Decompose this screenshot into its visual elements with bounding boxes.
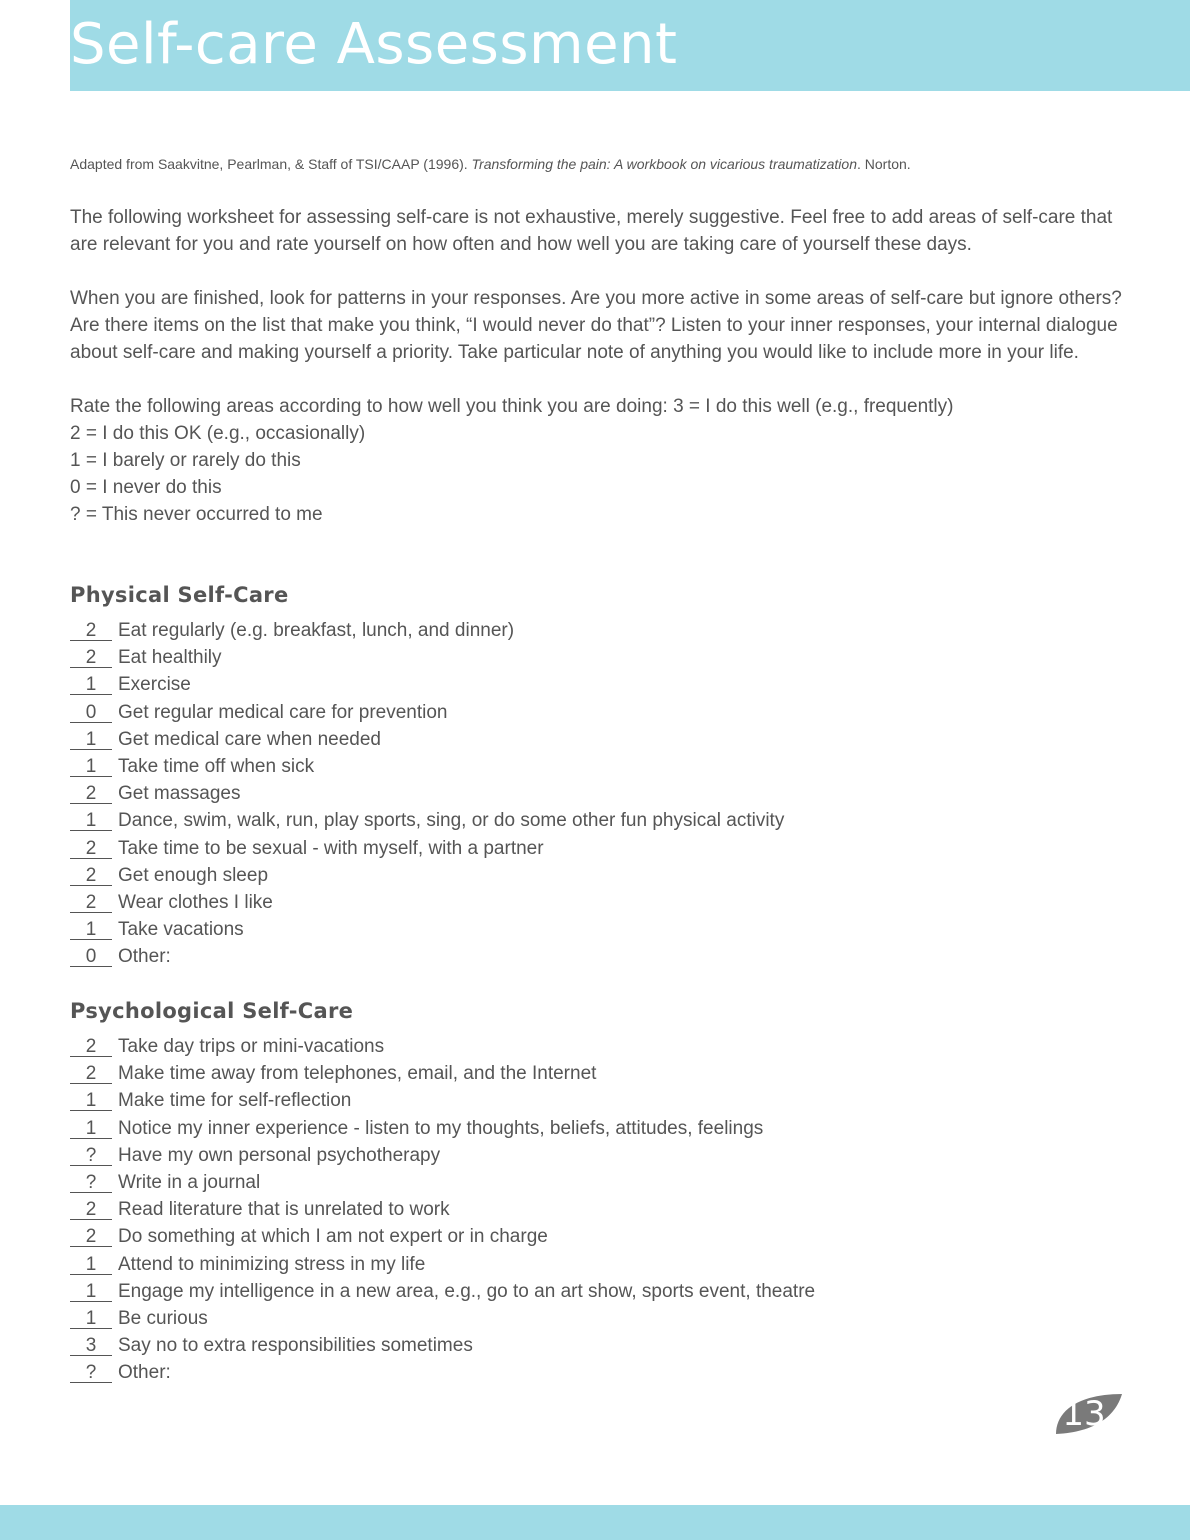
citation-prefix: Adapted from Saakvitne, Pearlman, & Staff of TSI/CAAP (1996).	[70, 156, 472, 172]
rating-blank[interactable]: 1	[70, 1310, 112, 1329]
rating-blank[interactable]: 2	[70, 1228, 112, 1247]
rating-blank[interactable]: 1	[70, 921, 112, 940]
rating-blank[interactable]: 2	[70, 1038, 112, 1057]
item-text: Other:	[118, 946, 171, 968]
rating-blank[interactable]: ?	[70, 1364, 112, 1383]
rating-blank[interactable]: 2	[70, 1201, 112, 1220]
item-text: Get medical care when needed	[118, 728, 381, 750]
rating-blank[interactable]: 2	[70, 785, 112, 804]
checklist-item	[70, 1223, 815, 1250]
checklist-item	[70, 862, 784, 889]
rating-blank[interactable]: 0	[70, 948, 112, 967]
item-text: Other:	[118, 1362, 171, 1384]
rating-scale-line: 1 = I barely or rarely do this	[70, 450, 301, 471]
rating-blank[interactable]: 1	[70, 758, 112, 777]
checklist-item	[70, 1115, 815, 1142]
checklist-item	[70, 644, 784, 671]
page-number: 13	[1062, 1394, 1106, 1434]
checklist-item	[70, 889, 784, 916]
rating-blank[interactable]: ?	[70, 1174, 112, 1193]
checklist-item	[70, 617, 784, 644]
item-text: Make time away from telephones, email, and the Internet	[118, 1063, 597, 1085]
rating-blank[interactable]: ?	[70, 1147, 112, 1166]
citation-suffix: . Norton.	[856, 156, 911, 172]
checklist-item	[70, 726, 784, 753]
checklist-item	[70, 753, 784, 780]
checklist-item	[70, 699, 784, 726]
citation-book-title: Transforming the pain: A workbook on vicarious traumatization	[471, 156, 857, 172]
rating-blank[interactable]: 1	[70, 731, 112, 750]
rating-scale-line: Rate the following areas according to how well you think you are doing: 3 = I do this well (e.g., frequently)	[70, 396, 954, 417]
rating-blank[interactable]: 2	[70, 894, 112, 913]
checklist-item	[70, 1251, 815, 1278]
item-text: Make time for self-reflection	[118, 1090, 352, 1112]
checklist-item	[70, 671, 784, 698]
footer-band	[0, 1505, 1190, 1540]
checklist-item	[70, 943, 784, 970]
item-text: Notice my inner experience - listen to my thoughts, beliefs, attitudes, feelings	[118, 1117, 764, 1139]
item-text: Dance, swim, walk, run, play sports, sing, or do some other fun physical activity	[118, 810, 785, 832]
rating-blank[interactable]: 2	[70, 867, 112, 886]
checklist-item	[70, 1332, 815, 1359]
physical-item-list	[70, 617, 784, 970]
item-text: Take time to be sexual - with myself, with a partner	[118, 837, 544, 859]
item-text: Do something at which I am not expert or in charge	[118, 1226, 548, 1248]
rating-blank[interactable]: 2	[70, 1065, 112, 1084]
item-text: Get regular medical care for prevention	[118, 701, 448, 723]
checklist-item	[70, 835, 784, 862]
page-number-badge	[1050, 1390, 1126, 1438]
item-text: Get enough sleep	[118, 864, 269, 886]
checklist-item	[70, 1278, 815, 1305]
rating-blank[interactable]: 1	[70, 1120, 112, 1139]
rating-blank[interactable]: 2	[70, 649, 112, 668]
item-text: Take time off when sick	[118, 755, 315, 777]
page-title: Self-care Assessment	[70, 12, 678, 77]
item-text: Take day trips or mini-vacations	[118, 1036, 385, 1057]
item-text: Say no to extra responsibilities sometimes	[118, 1335, 473, 1357]
rating-scale-line: 2 = I do this OK (e.g., occasionally)	[70, 423, 366, 444]
checklist-item	[70, 1142, 815, 1169]
intro	[70, 204, 1130, 528]
checklist-item	[70, 1033, 815, 1060]
citation	[70, 155, 1120, 173]
item-text: Take vacations	[118, 919, 244, 941]
item-text: Read literature that is unrelated to work	[118, 1199, 450, 1221]
checklist-item	[70, 1359, 815, 1386]
rating-scale-line: 0 = I never do this	[70, 477, 222, 498]
rating-blank[interactable]: 1	[70, 1283, 112, 1302]
item-text: Write in a journal	[118, 1171, 261, 1193]
checklist-item	[70, 780, 784, 807]
checklist-item	[70, 1196, 815, 1223]
rating-blank[interactable]: 1	[70, 676, 112, 695]
rating-blank[interactable]: 1	[70, 812, 112, 831]
checklist-item	[70, 1060, 815, 1087]
item-text: Eat healthily	[118, 647, 222, 669]
item-text: Attend to minimizing stress in my life	[118, 1253, 426, 1275]
rating-blank[interactable]: 1	[70, 1092, 112, 1111]
rating-blank[interactable]: 3	[70, 1337, 112, 1356]
physical-section-heading: Physical Self-Care	[70, 583, 289, 607]
psychological-section-heading: Psychological Self-Care	[70, 999, 354, 1023]
item-text: Eat regularly (e.g. breakfast, lunch, and dinner)	[118, 620, 515, 641]
checklist-item	[70, 807, 784, 834]
item-text: Wear clothes I like	[118, 891, 273, 913]
rating-scale	[70, 393, 1130, 528]
checklist-item	[70, 1305, 815, 1332]
rating-scale-line: ? = This never occurred to me	[70, 504, 323, 525]
item-text: Engage my intelligence in a new area, e.g., go to an art show, sports event, theatre	[118, 1280, 816, 1302]
item-text: Be curious	[118, 1307, 208, 1329]
checklist-item	[70, 1087, 815, 1114]
rating-blank[interactable]: 0	[70, 704, 112, 723]
item-text: Exercise	[118, 674, 191, 696]
checklist-item	[70, 1169, 815, 1196]
rating-blank[interactable]: 2	[70, 622, 112, 641]
intro-paragraph: When you are finished, look for patterns in your responses. Are you more active in some areas of self-care but ignore others? Are there items on the list that make you think, “I would never do that”? Listen to your inner responses, your internal dialogue about self-care and making yourself a priority. Take particular note of anything you would like to include more in your life.	[70, 288, 1122, 363]
psychological-item-list	[70, 1033, 815, 1386]
item-text: Get massages	[118, 783, 241, 805]
rating-blank[interactable]: 1	[70, 1256, 112, 1275]
checklist-item	[70, 916, 784, 943]
rating-blank[interactable]: 2	[70, 840, 112, 859]
item-text: Have my own personal psychotherapy	[118, 1144, 441, 1166]
intro-paragraph: The following worksheet for assessing self-care is not exhaustive, merely suggestive. Feel free to add areas of self-care that are relevant for you and rate yourself on how often and how well you are taking care of yourself these days.	[70, 207, 1113, 255]
